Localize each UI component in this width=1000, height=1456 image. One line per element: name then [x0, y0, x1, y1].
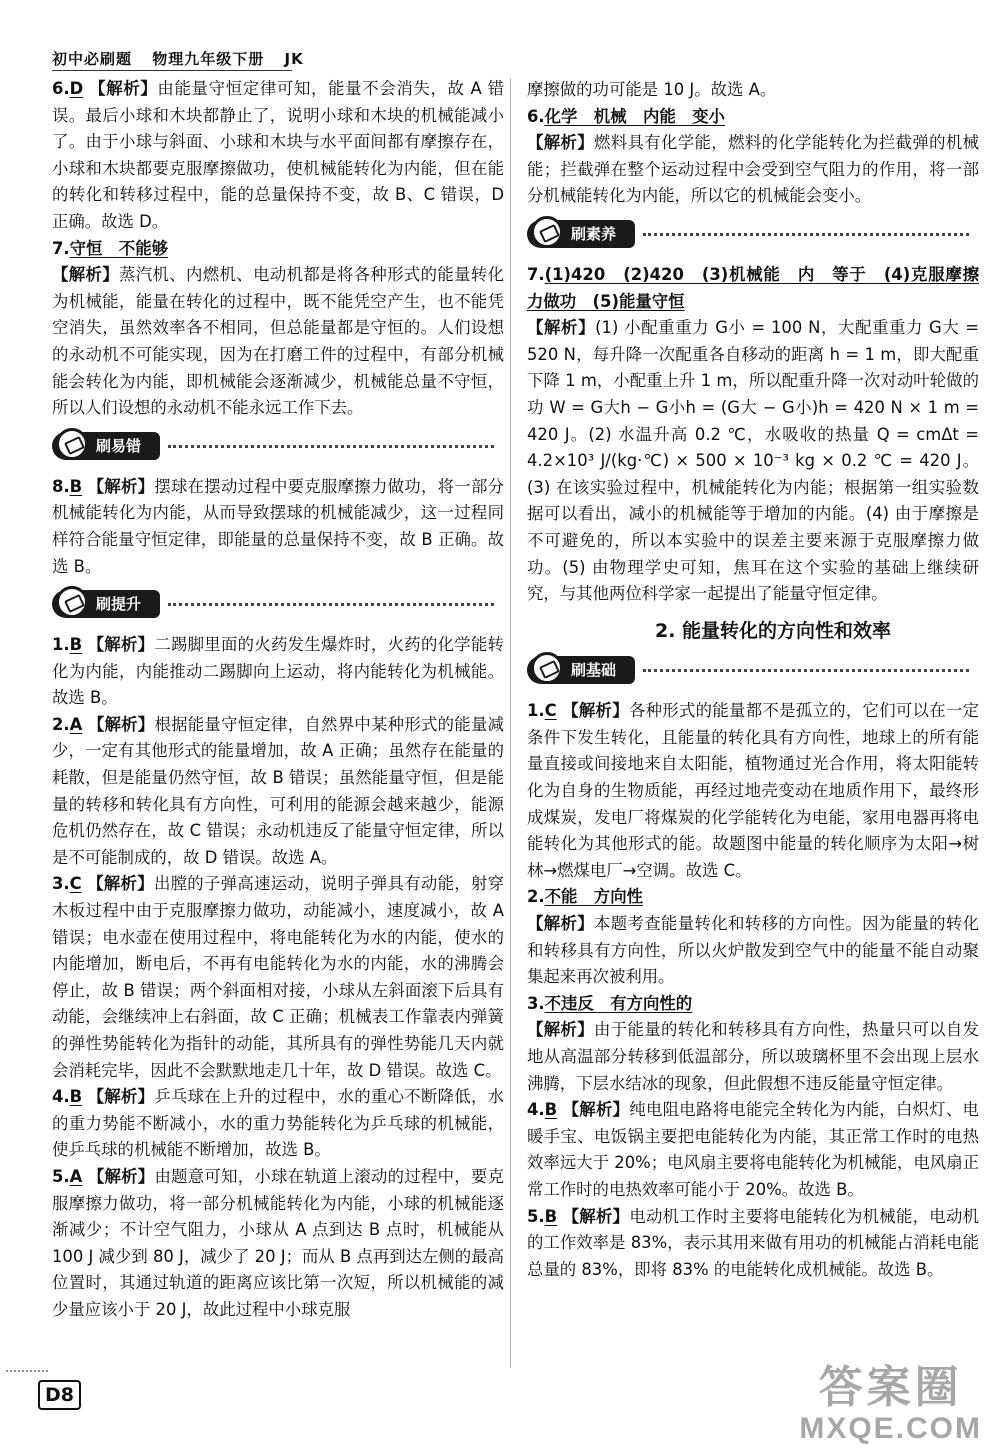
section-badge-row: [52, 428, 504, 468]
item-answer: C: [544, 701, 557, 721]
item-number: 7.: [52, 238, 70, 258]
answer-item: [52, 1164, 504, 1324]
watermark-bottom: MXQE.COM: [799, 1412, 982, 1445]
section-badge-row: [527, 216, 979, 256]
item-number: 2.: [527, 887, 545, 907]
analysis-block: [527, 130, 979, 210]
analysis-tag: 【解析】: [87, 476, 155, 496]
item-answer: B: [69, 476, 83, 496]
section-badge-label: 刷提升: [96, 595, 142, 614]
analysis-block: [527, 911, 979, 991]
analysis-text: 摆球在摆动过程中要克服摩擦力做功，将一部分机械能转化为内能，从而导致摆球的机械能减少，这一过程同样符合能量守恒定律，即能量的总量保持不变，故 B 正确。故选 B。: [52, 476, 505, 576]
analysis-text: 各种形式的能量都不是孤立的，它们可以在一定条件下发生转化，且能量的转化具有方向性，地球上的所有能量直接或间接地来自太阳能，植物通过光合作用，将太阳能转化为自身的生物质能，再经过地壳变动在地质作用下，最终形成煤炭，发电厂将煤炭的化学能转化为电能，家用电器再将电能转化为其他形式的能。故题图中能量的转化顺序为太阳→树林→燃煤电厂→空调。故选 C。: [527, 701, 980, 880]
analysis-text: 乒乓球在上升的过程中，水的重心不断降低，水的重力势能不断减小，水的重力势能转化为乒乓球的机械能，使乒乓球的机械能不断增加，故选 B。: [52, 1087, 505, 1160]
notebook-icon: [56, 586, 88, 618]
analysis-text: (1) 小配重重力 G小 = 100 N，大配重重力 G大 = 520 N，每升降一次配重各自移动的距离 h = 1 m，即大配重下降 1 m，小配重上升 1 m，所以配重升降一次对动叶轮做的功 W = G大h − G小h = (G大 − G小)h = 420 N × 1 m = 420 J。(2) 水温升高 0.2 ℃，水吸收的热量 Q = cmΔt = 4.2×10³ J/(kg·℃) × 500 × 10⁻³ kg × 0.2 ℃ = 420 J。(3) 在该实验过程中，机械能转化为内能；根据第一组实验数据可以看出，减小的机械能等于增加的内能。(4) 由于摩擦是不可避免的，所以本实验中的误差主要来源于克服摩擦力做功。(5) 由物理学史可知，焦耳在这个实验的基础上继续研究，与其他两位科学家一起提出了能量守恒定律。: [527, 318, 979, 604]
analysis-text: 燃料具有化学能，燃料的化学能转化为拦截弹的机械能；拦截弹在整个运动过程中会受到空气阻力的作用，将一部分机械能转化为内能，所以它的机械能会变小。: [527, 133, 980, 206]
item-number: 5.: [527, 1206, 545, 1226]
section-badge: [527, 656, 635, 684]
answer-item: [527, 104, 979, 131]
section-badge: [52, 590, 160, 618]
answer-item: [52, 76, 504, 236]
item-number: 4.: [527, 1100, 545, 1120]
analysis-text: 由题意可知，小球在轨道上滚动的过程中，要克服摩擦力做功，将一部分机械能转化为内能，小球的机械能逐渐减少；不计空气阻力，小球从 A 点到达 B 点时，机械能从 100 J 减少到 80 J，减少了 20 J；而从 B 点再到达左侧的最高位置时，其通过轨道的距离应该比第一次短，所以机械能的减少量应该小于 20 J，故此过程中小球克服: [52, 1166, 505, 1319]
item-answer: 守恒 不能够: [69, 238, 168, 258]
analysis-text: 由于能量的转化和转移具有方向性，热量只可以自发地从高温部分转移到低温部分，所以玻璃杯里不会出现上层水沸腾，下层水结冰的现象，但此假想不违反能量守恒定律。: [527, 1020, 980, 1093]
analysis-text: 二踢脚里面的火药发生爆炸时，火药的化学能转化为内能，内能推动二踢脚向上运动，将内能转化为机械能。故选 B。: [52, 635, 505, 708]
item-number: 2.: [52, 714, 70, 734]
analysis-block: [52, 262, 504, 422]
section-badge: [52, 432, 160, 460]
dotted-divider: [6, 1370, 48, 1372]
analysis-tag: 【解析】: [89, 79, 158, 98]
answer-item: [527, 262, 979, 315]
analysis-tag: 【解析】: [562, 1100, 630, 1120]
section-badge-label: 刷素养: [571, 224, 617, 243]
item-number: 7.: [527, 264, 545, 284]
item-answer: 不违反 有方向性的: [544, 993, 693, 1013]
section-badge: [527, 220, 635, 248]
analysis-tag: 【解析】: [87, 1087, 155, 1107]
notebook-icon: [56, 428, 88, 460]
item-number: 1.: [527, 701, 545, 721]
analysis-tag: 【解析】: [87, 635, 155, 655]
dotted-divider: [643, 669, 969, 672]
section-badge-label: 刷易错: [96, 436, 142, 455]
answer-item: [52, 1084, 504, 1164]
page-header: [52, 48, 318, 69]
header-book: 物理九年级下册: [152, 50, 265, 68]
notebook-icon: [531, 652, 563, 684]
left-column: [52, 76, 504, 1324]
analysis-text: 纯电阻电路将电能完全转化为内能，白炽灯、电暖手宝、电饭锅主要把电能转化为内能，其正常工作时的电热效率远大于 20%；电风扇主要将电能转化为机械能，电风扇正常工作时的电热效率可能小于 20%。故选 B。: [527, 1100, 980, 1199]
analysis-tag: 【解析】: [87, 714, 155, 734]
item-number: 1.: [52, 635, 70, 655]
analysis-text: 根据能量守恒定律，自然界中某种形式的能量减少，一定有其他形式的能量增加，故 A 正确；虽然存在能量的耗散，但是能量仍然守恒，故 B 错误；虽然能量守恒，但是能量的转移和转化具有方向性，可利用的能源会越来越少，能源危机仍然存在，故 C 错误；永动机违反了能量守恒定律，所以是不可能制成的，故 D 错误。故选 A。: [52, 714, 505, 867]
item-number: 6.: [527, 106, 545, 126]
item-number: 5.: [52, 1166, 70, 1186]
notebook-icon: [531, 216, 563, 248]
item-answer: A: [69, 714, 83, 734]
item-number: 3.: [52, 874, 70, 894]
item-number: 6.: [52, 79, 70, 98]
right-column: [527, 77, 979, 1283]
item-answer: B: [69, 1087, 83, 1107]
analysis-tag: 【解析】: [562, 701, 629, 721]
analysis-tag: 【解析】: [527, 914, 595, 934]
dotted-divider: [643, 233, 969, 236]
item-number: 4.: [52, 1087, 70, 1107]
analysis-tag: 【解析】: [527, 133, 595, 153]
section-badge-row: [527, 652, 979, 692]
item-answer: 不能 方向性: [544, 887, 643, 907]
answer-item: [52, 632, 504, 712]
header-edition: JK: [284, 50, 304, 68]
item-answer: B: [544, 1100, 558, 1120]
analysis-continuation: [527, 77, 979, 104]
section-badge-row: [52, 586, 504, 626]
item-answer: A: [69, 1166, 83, 1186]
analysis-text: 蒸汽机、内燃机、电动机都是将各种形式的能量转化为机械能，能量在转化的过程中，既不能凭空产生，也不能凭空消失，虽然效率各不相同，但总能量都是守恒的。人们设想的永动机不可能实现，因为在打磨工件的过程中，有部分机械能会转化为内能，即机械能会逐渐减少，机械能总量不守恒，所以人们设想的永动机不能永远工作下去。: [52, 265, 505, 418]
item-answer: C: [69, 874, 82, 894]
item-answer: D: [69, 79, 84, 98]
column-divider: [510, 78, 511, 1368]
item-answer: B: [69, 635, 83, 655]
analysis-text: 本题考查能量转化和转移的方向性。因为能量的转化和转移具有方向性，所以火炉散发到空气中的能量不能自动聚集起来再次被利用。: [527, 914, 980, 987]
analysis-text: 摩擦做的功可能是 10 J。故选 A。: [527, 80, 777, 99]
analysis-tag: 【解析】: [87, 874, 154, 894]
answer-item: [527, 1204, 979, 1284]
answer-item: [527, 698, 979, 884]
answer-item: [527, 884, 979, 911]
watermark: [799, 1364, 982, 1446]
dotted-divider: [168, 445, 494, 448]
item-answer: (1)420 (2)420 (3)机械能 内 等于 (4)克服摩擦力做功 (5)能量守恒: [527, 264, 979, 311]
analysis-block: [527, 1017, 979, 1097]
page-number: [38, 1380, 81, 1410]
item-answer: 化学 机械 内能 变小: [544, 106, 725, 126]
section-badge-label: 刷基础: [571, 661, 617, 680]
analysis-tag: 【解析】: [52, 265, 120, 285]
header-series: 初中必刷题: [52, 50, 133, 68]
analysis-block: [527, 315, 979, 608]
dotted-divider: [168, 603, 494, 606]
answer-item: [52, 236, 504, 263]
answer-item: [52, 712, 504, 872]
answer-item: [52, 474, 504, 580]
analysis-tag: 【解析】: [527, 318, 596, 338]
page-number-label: D8: [38, 1380, 81, 1410]
item-number: 3.: [527, 993, 545, 1013]
analysis-tag: 【解析】: [87, 1166, 155, 1186]
analysis-tag: 【解析】: [527, 1020, 595, 1040]
answer-item: [527, 1097, 979, 1203]
section-title: 2. 能量转化的方向性和效率: [654, 619, 892, 642]
analysis-text: 由能量守恒定律可知，能量不会消失，故 A 错误。最后小球和木块都静止了，说明小球和木块的机械能减小了。由于小球与斜面、小球和木块与水平面间都有摩擦存在，小球和木块都要克服摩擦做功，使机械能转化为内能，但在能的转化和转移过程中，能的总量保持不变，故 B、C 错误，D 正确。故选 D。: [52, 79, 505, 231]
item-number: 8.: [52, 476, 70, 496]
answer-item: [527, 991, 979, 1018]
item-answer: B: [544, 1206, 558, 1226]
analysis-text: 出膛的子弹高速运动，说明子弹具有动能，射穿木板过程中由于克服摩擦力做功，动能减小，速度减小，故 A 错误；电水壶在使用过程中，将电能转化为水的内能，使水的内能增加，断电后，不再有电能转化为水的内能，水的沸腾会停止，故 B 错误；两个斜面相对接，小球从左斜面滚下后具有动能，会继续冲上右斜面，故 C 正确；机械表工作靠表内弹簧的弹性势能转化为指针的动能，其所具有的弹性势能几天内就会消耗完毕，因此不会默默地走几十年，故 D 错误。故选 C。: [52, 874, 505, 1080]
analysis-tag: 【解析】: [562, 1206, 630, 1226]
analysis-text: 电动机工作时主要将电能转化为机械能，电动机的工作效率是 83%，表示其用来做有用功的机械能占消耗电能总量的 83%，即将 83% 的电能转化成机械能。故选 B。: [527, 1206, 980, 1279]
watermark-top: 答案圈: [818, 1362, 963, 1413]
header-rule: [52, 70, 292, 71]
answer-item: [52, 871, 504, 1084]
